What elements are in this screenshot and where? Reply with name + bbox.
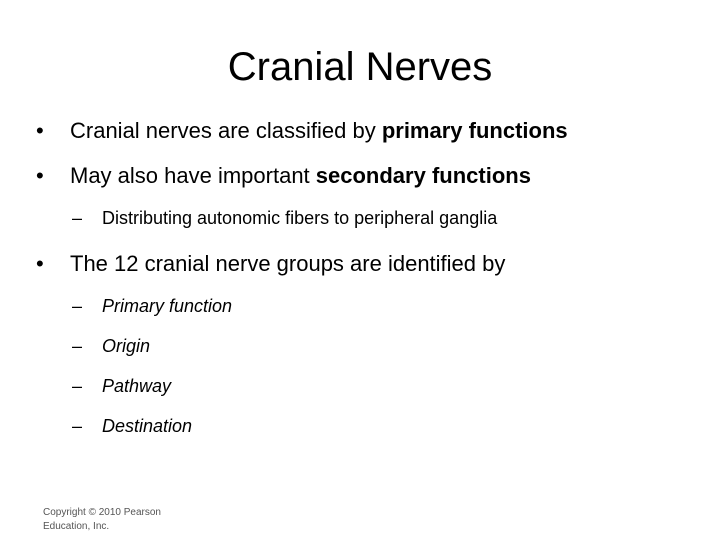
bullet-text-part: Cranial nerves are classified by [70,118,382,143]
bullet-marker: • [36,118,44,143]
bullet-text: The 12 cranial nerve groups are identified by [70,251,506,276]
bullet-text-part: May also have important [70,163,316,188]
sub-bullet-text: Destination [102,416,193,436]
copyright-notice: Copyright © 2010 Pearson Education, Inc. [43,507,161,532]
sub-bullet-text: Origin [102,336,151,356]
bullet-text-bold: primary functions [381,118,568,143]
sub-bullet-text: Distributing autonomic fibers to peripheral ganglia [102,208,498,228]
sub-bullet-marker: – [72,336,83,356]
bullet-text [70,117,568,145]
bullet-text [70,162,531,190]
bullet-marker: • [36,163,44,188]
bullet-text-bold: secondary functions [315,163,531,188]
sub-bullet-marker: – [72,376,83,396]
sub-bullet-text: Primary function [102,296,233,316]
bullet-marker: • [36,251,44,276]
sub-bullet-marker: – [72,296,83,316]
sub-bullet-marker: – [72,416,83,436]
sub-bullet-marker: – [72,208,83,228]
slide-title: Cranial Nerves [227,45,493,89]
sub-bullet-text: Pathway [102,376,172,396]
